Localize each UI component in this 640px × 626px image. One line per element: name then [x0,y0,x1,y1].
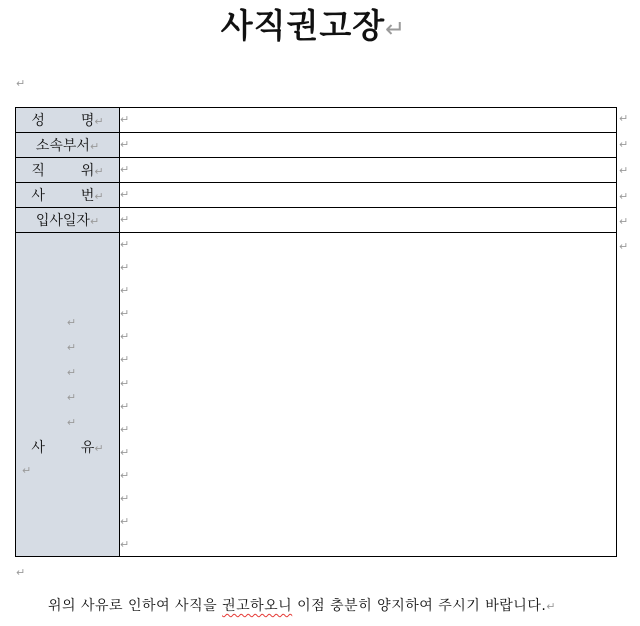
paragraph-mark-icon: ↵ [66,391,77,405]
spellcheck-flagged-word[interactable]: 권고하오니 [222,598,293,614]
paragraph-mark-icon: ↵ [16,566,26,579]
paragraph-mark-icon: ↵ [120,376,130,390]
paragraph-mark-icon: ↵ [120,261,130,275]
table-row [16,208,617,233]
paragraph-mark-icon: ↵ [120,353,130,367]
paragraph-mark-icon: ↵ [120,307,130,321]
paragraph-mark-icon: ↵ [619,215,629,228]
position-label: 직 위↵ [16,158,120,183]
title-text: 사직권고장 [220,6,386,45]
paragraph-mark-icon: ↵ [619,138,629,151]
paragraph-mark-icon: ↵ [120,515,130,529]
paragraph-mark-icon: ↵ [120,188,130,201]
paragraph-mark-icon: ↵ [546,600,557,613]
paragraph-mark-icon: ↵ [120,330,130,344]
name-field[interactable] [120,108,617,133]
paragraph-mark-icon: ↵ [66,366,77,380]
paragraph-mark-icon: ↵ [94,165,104,178]
paragraph-mark-icon: ↵ [619,190,629,203]
paragraph-mark-icon: ↵ [22,463,32,477]
paragraph-mark-icon: ↵ [66,340,77,354]
paragraph-mark-icon: ↵ [385,15,407,43]
hire-date-field[interactable] [120,208,617,233]
paragraph-mark-icon: ↵ [89,140,100,153]
paragraph-mark-icon: ↵ [120,399,130,413]
paragraph-mark-icon: ↵ [120,113,130,126]
paragraph-mark-icon: ↵ [120,445,130,459]
paragraph-mark-icon: ↵ [619,240,629,253]
department-field[interactable] [120,133,617,158]
paragraph-mark-icon: ↵ [120,468,130,482]
paragraph-mark-icon: ↵ [120,163,130,176]
table-row [16,183,617,208]
hire-date-label: 입사일자↵ [16,208,120,233]
employee-number-label: 사 번↵ [16,183,120,208]
paragraph-mark-icon: ↵ [120,284,130,298]
reason-field[interactable] [120,233,617,557]
paragraph-mark-icon: ↵ [619,112,629,125]
paragraph-mark-icon: ↵ [120,422,130,436]
paragraph-mark-icon: ↵ [94,190,104,203]
paragraph-mark-icon: ↵ [89,215,100,228]
table-row [16,133,617,158]
paragraph-mark-icon: ↵ [120,213,130,226]
table-row [16,108,617,133]
department-label: 소속부서↵ [16,133,120,158]
resignation-form-table [15,107,617,557]
paragraph-mark-icon: ↵ [94,115,104,128]
paragraph-mark-icon: ↵ [120,238,130,251]
paragraph-mark-icon: ↵ [66,416,77,430]
name-label: 성 명↵ [16,108,120,133]
document-title [0,4,627,51]
paragraph-mark-icon: ↵ [120,492,130,506]
closing-statement: 위의 사유로 인하여 사직을 권고하오니 이점 충분히 양지하여 주시기 바랍니다.↵ [48,598,557,614]
paragraph-mark-icon: ↵ [120,138,130,151]
paragraph-mark-icon: ↵ [94,441,104,455]
reason-label-cell [16,233,120,557]
position-field[interactable] [120,158,617,183]
paragraph-mark-icon: ↵ [120,538,130,552]
paragraph-mark-icon: ↵ [66,315,77,329]
table-row [16,233,617,557]
table-row [16,158,617,183]
reason-label: 사 유↵ [31,439,104,456]
paragraph-mark-icon: ↵ [16,77,26,90]
employee-number-field[interactable] [120,183,617,208]
paragraph-mark-icon: ↵ [619,164,629,177]
